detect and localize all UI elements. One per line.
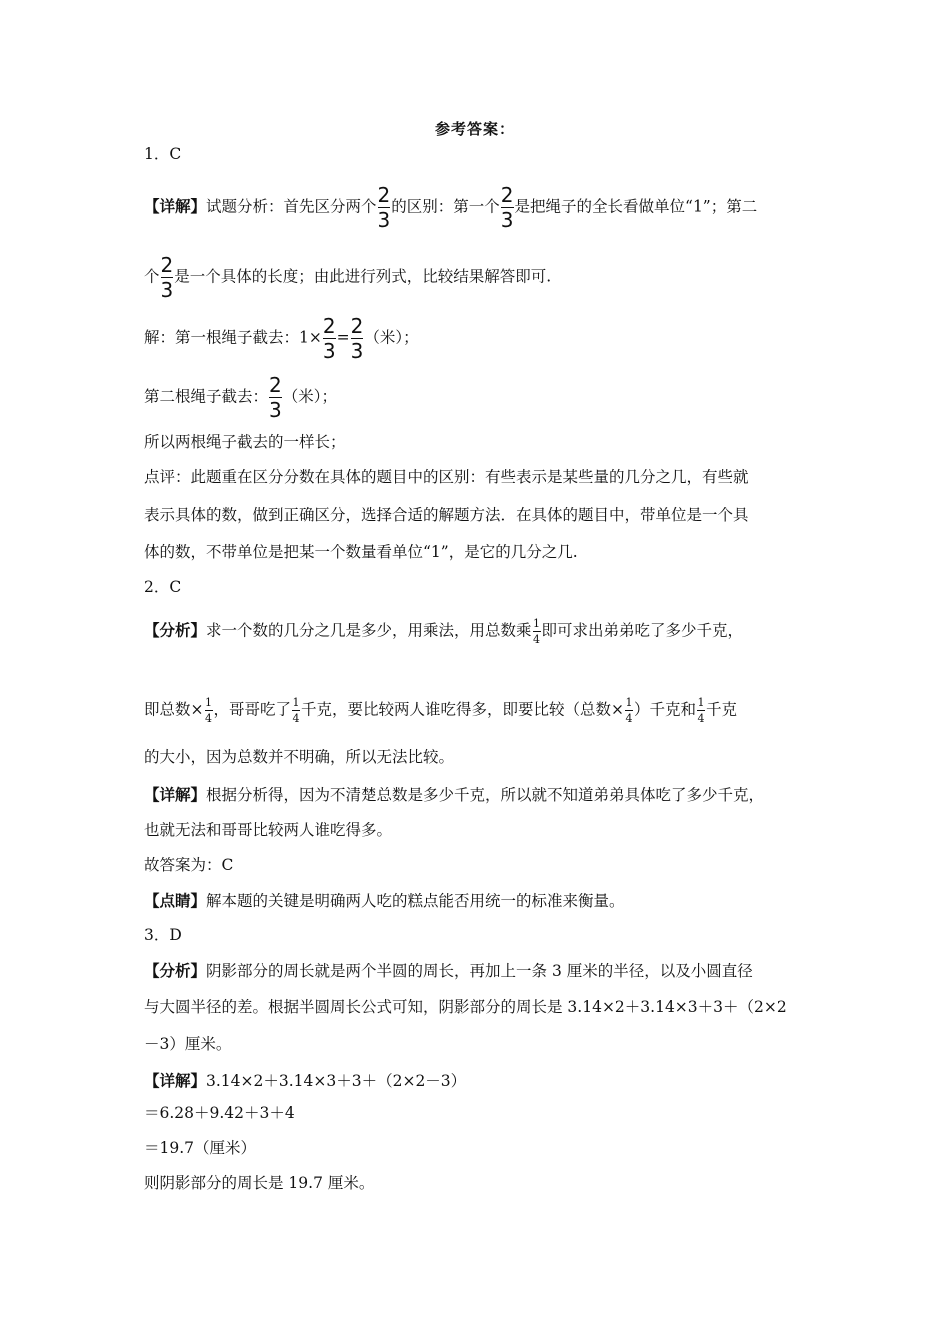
fraction-two-thirds: $\frac{2}{3}$	[500, 183, 514, 232]
q2-analysis-line3: 的大小，因为总数并不明确，所以无法比较。	[144, 748, 455, 766]
analysis-tag: 【分析】	[144, 961, 207, 980]
q2-detail-line2: 也就无法和哥哥比较两人谁吃得多。	[144, 821, 393, 839]
q2-analysis-line1: 【分析】求一个数的几分之几是多少，用乘法，用总数乘 $\frac{1}{4}$ 即可求出弟弟吃了多少千克，	[144, 617, 744, 646]
q2-detail-line1: 【详解】根据分析得，因为不清楚总数是多少千克，所以就不知道弟弟具体吃了多少千克，	[144, 785, 765, 804]
fraction-two-thirds: $\frac{2}{3}$	[160, 253, 174, 302]
q2-analysis-line2: 即总数× $\frac{1}{4}$ ，哥哥吃了 $\frac{1}{4}$ 千克，要比较两人谁吃得多，即要比较（总数× $\frac{1}{4}$ ）千克和 $\frac{1}{4}$ 千克	[144, 696, 738, 725]
detail-tag: 【详解】	[144, 1071, 207, 1090]
q3-analysis-line3: －3）厘米。	[144, 1035, 232, 1053]
fraction-one-quarter: $\frac{1}{4}$	[205, 696, 212, 725]
q2-point-line: 【点睛】解本题的关键是明确两人吃的糕点能否用统一的标准来衡量。	[144, 891, 625, 910]
point-tag: 【点睛】	[144, 891, 207, 910]
q1-detail-line2: 个 $\frac{2}{3}$ 是一个具体的长度；由此进行列式，比较结果解答即可.	[144, 253, 552, 302]
fraction-one-quarter: $\frac{1}{4}$	[533, 617, 541, 646]
fraction-two-thirds: $\frac{2}{3}$	[350, 314, 364, 363]
q1-solution-line2: 第二根绳子截去： $\frac{2}{3}$ （米）；	[144, 373, 338, 422]
q1-solution-line1: 解：第一根绳子截去：1× $\frac{2}{3}$ = $\frac{2}{3}$ （米）；	[144, 314, 419, 363]
q1-detail-line1: 【详解】试题分析：首先区分两个 $\frac{2}{3}$ 的区别：第一个 $\frac{2}{3}$ 是把绳子的全长看做单位“1”；第二	[144, 183, 758, 232]
q3-detail-line3: ＝19.7（厘米）	[144, 1139, 257, 1157]
q3-detail-line2: ＝6.28＋9.42＋3＋4	[144, 1104, 295, 1122]
fraction-two-thirds: $\frac{2}{3}$	[322, 314, 336, 363]
fraction-one-quarter: $\frac{1}{4}$	[697, 696, 705, 725]
q3-detail-line1: 【详解】3.14×2＋3.14×3＋3＋（2×2－3）	[144, 1071, 467, 1090]
q1-comment-line1: 点评：此题重在区分分数在具体的题目中的区别：有些表示是某些量的几分之几，有些就	[144, 468, 749, 486]
detail-tag: 【详解】	[144, 196, 207, 216]
q3-analysis-line2: 与大圆半径的差。根据半圆周长公式可知，阴影部分的周长是 3.14×2＋3.14×3＋3＋（2×2	[144, 998, 787, 1016]
detail-tag: 【详解】	[144, 785, 207, 804]
q3-answer: 3．D	[144, 926, 182, 944]
q1-solution-line3: 所以两根绳子截去的一样长；	[144, 433, 346, 451]
page-title: 参考答案：	[434, 120, 515, 138]
analysis-tag: 【分析】	[144, 620, 207, 640]
q2-final-answer: 故答案为：C	[144, 856, 234, 874]
q1-comment-line3: 体的数，不带单位是把某一个数量看单位“1”，是它的几分之几.	[144, 543, 578, 561]
fraction-one-quarter: $\frac{1}{4}$	[625, 696, 633, 725]
q1-comment-line2: 表示具体的数，做到正确区分，选择合适的解题方法．在具体的题目中，带单位是一个具	[144, 506, 749, 524]
q1-answer: 1．C	[144, 145, 182, 163]
q3-analysis-line1: 【分析】阴影部分的周长就是两个半圆的周长，再加上一条 3 厘米的半径，以及小圆直径	[144, 961, 753, 980]
fraction-two-thirds: $\frac{2}{3}$	[269, 373, 282, 422]
fraction-one-quarter: $\frac{1}{4}$	[292, 696, 300, 725]
fraction-two-thirds: $\frac{2}{3}$	[377, 183, 391, 232]
q2-answer: 2．C	[144, 578, 182, 596]
q3-detail-line4: 则阴影部分的周长是 19.7 厘米。	[144, 1174, 375, 1192]
